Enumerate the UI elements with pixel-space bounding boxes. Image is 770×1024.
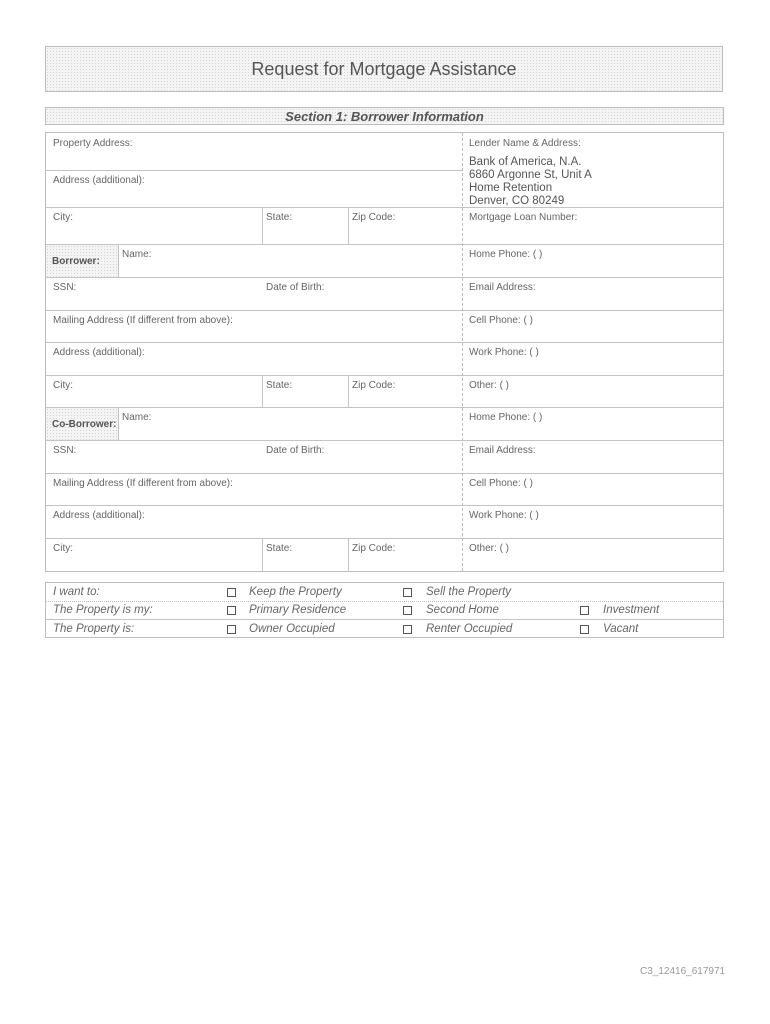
- divider: [46, 473, 723, 474]
- property-address-label: Property Address:: [53, 138, 133, 149]
- investment-checkbox[interactable]: [580, 606, 589, 615]
- divider: [262, 207, 263, 244]
- borrower-state-label: State:: [266, 380, 293, 391]
- primary-residence-checkbox[interactable]: [227, 606, 236, 615]
- form-title: Request for Mortgage Assistance: [251, 58, 517, 79]
- divider: [46, 375, 723, 376]
- divider: [46, 440, 723, 441]
- coborrower-email-label: Email Address:: [469, 445, 536, 456]
- divider: [46, 505, 723, 506]
- divider: [262, 538, 263, 571]
- occupancy-type-label: The Property is my:: [53, 604, 153, 616]
- sell-property-option: Sell the Property: [426, 586, 512, 598]
- divider: [46, 538, 723, 539]
- divider: [348, 207, 349, 244]
- coborrower-heading: Co-Borrower:: [52, 419, 117, 430]
- borrower-city-label: City:: [53, 380, 73, 391]
- coborrower-dob-label: Date of Birth:: [266, 445, 325, 456]
- coborrower-city-label: City:: [53, 543, 73, 554]
- property-intent-section: [45, 582, 724, 638]
- divider: [46, 407, 723, 408]
- borrower-email-label: Email Address:: [469, 282, 536, 293]
- sell-property-checkbox[interactable]: [403, 588, 412, 597]
- borrower-dob-label: Date of Birth:: [266, 282, 325, 293]
- property-address-additional-label: Address (additional):: [53, 175, 145, 186]
- coborrower-ssn-label: SSN:: [53, 445, 77, 456]
- owner-occupied-option: Owner Occupied: [249, 623, 335, 635]
- property-city-label: City:: [53, 212, 73, 223]
- renter-occupied-option: Renter Occupied: [426, 623, 513, 635]
- second-home-checkbox[interactable]: [403, 606, 412, 615]
- borrower-address-additional-label: Address (additional):: [53, 347, 145, 358]
- vacant-checkbox[interactable]: [580, 625, 589, 634]
- coborrower-zip-label: Zip Code:: [352, 543, 396, 554]
- divider: [348, 375, 349, 407]
- property-state-label: State:: [266, 212, 293, 223]
- vacant-option: Vacant: [603, 623, 639, 635]
- property-zip-label: Zip Code:: [352, 212, 396, 223]
- divider: [262, 375, 263, 407]
- borrower-info-grid: [45, 132, 724, 572]
- section-header: [45, 107, 724, 125]
- intent-row: [46, 583, 723, 601]
- coborrower-cell-phone-label: Cell Phone: ( ): [469, 478, 533, 489]
- primary-residence-option: Primary Residence: [249, 604, 347, 616]
- borrower-heading: Borrower:: [52, 255, 100, 267]
- loan-number-label: Mortgage Loan Number:: [469, 212, 578, 223]
- coborrower-state-label: State:: [266, 543, 293, 554]
- coborrower-address-additional-label: Address (additional):: [53, 510, 145, 521]
- divider: [46, 310, 723, 311]
- lender-address-line: Home Retention: [469, 182, 553, 194]
- renter-occupied-checkbox[interactable]: [403, 625, 412, 634]
- borrower-name-label: Name:: [122, 249, 152, 260]
- second-home-option: Second Home: [426, 604, 499, 616]
- borrower-mailing-label: Mailing Address (If different from above):: [53, 315, 233, 326]
- divider: [46, 170, 462, 171]
- divider: [46, 342, 723, 343]
- coborrower-other-phone-label: Other: ( ): [469, 543, 510, 554]
- coborrower-mailing-label: Mailing Address (If different from above):: [53, 478, 233, 489]
- occupancy-status-label: The Property is:: [53, 623, 135, 635]
- owner-occupied-checkbox[interactable]: [227, 625, 236, 634]
- coborrower-heading-cell: [46, 408, 118, 441]
- divider: [118, 244, 119, 277]
- keep-property-checkbox[interactable]: [227, 588, 236, 597]
- keep-property-option: Keep the Property: [249, 586, 342, 598]
- section-title: Section 1: Borrower Information: [285, 108, 484, 124]
- intent-row: [46, 620, 723, 638]
- coborrower-name-label: Name:: [122, 412, 152, 423]
- borrower-other-phone-label: Other: ( ): [469, 380, 510, 391]
- divider: [462, 133, 463, 571]
- coborrower-home-phone-label: Home Phone: ( ): [469, 412, 543, 423]
- borrower-home-phone-label: Home Phone: ( ): [469, 249, 543, 260]
- divider: [46, 277, 723, 278]
- intent-row-label: I want to:: [53, 586, 100, 598]
- divider: [46, 244, 723, 245]
- intent-row: [46, 601, 723, 619]
- form-code: C3_12416_617971: [640, 966, 726, 977]
- lender-address: [469, 156, 592, 208]
- coborrower-work-phone-label: Work Phone: ( ): [469, 510, 539, 521]
- lender-address-line: Denver, CO 80249: [469, 195, 565, 207]
- divider: [46, 207, 723, 208]
- lender-label: Lender Name & Address:: [469, 138, 581, 149]
- lender-address-line: 6860 Argonne St, Unit A: [469, 169, 592, 181]
- borrower-ssn-label: SSN:: [53, 282, 77, 293]
- borrower-heading-cell: [46, 245, 118, 277]
- divider: [118, 407, 119, 440]
- borrower-work-phone-label: Work Phone: ( ): [469, 347, 539, 358]
- borrower-cell-phone-label: Cell Phone: ( ): [469, 315, 533, 326]
- divider: [348, 538, 349, 571]
- borrower-zip-label: Zip Code:: [352, 380, 396, 391]
- form-title-box: [45, 46, 723, 92]
- investment-option: Investment: [603, 604, 660, 616]
- lender-address-line: Bank of America, N.A.: [469, 156, 582, 168]
